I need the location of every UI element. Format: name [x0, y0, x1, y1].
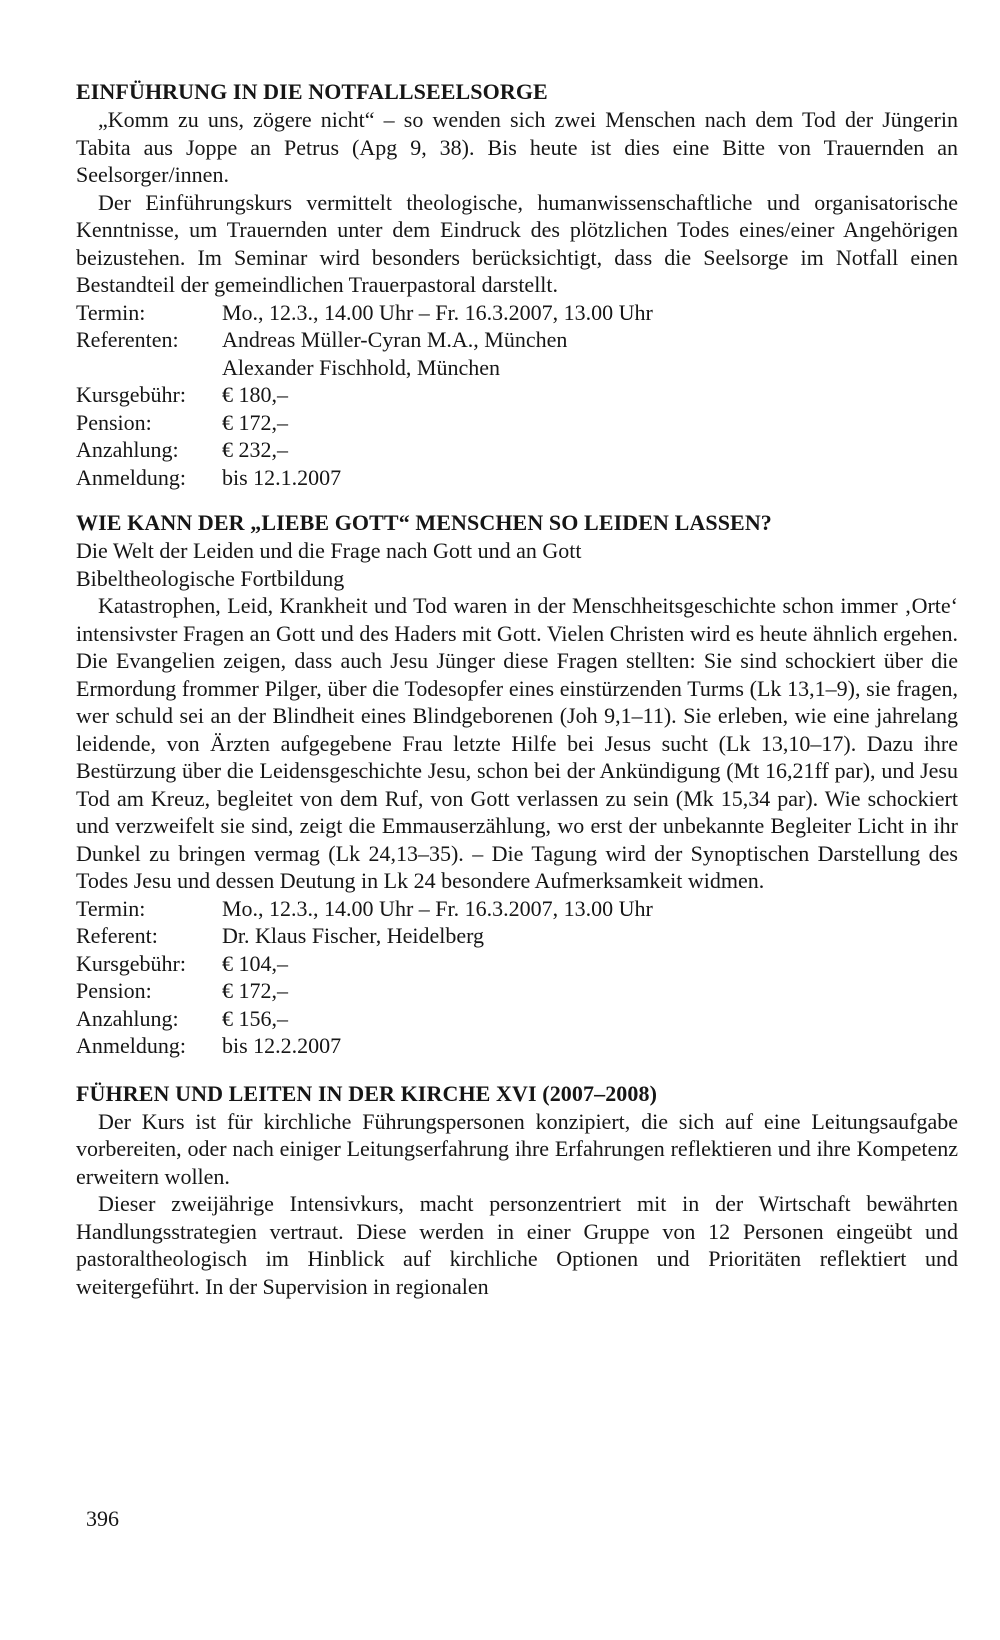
info-value: € 180,–	[222, 382, 288, 407]
info-value: € 172,–	[222, 978, 288, 1003]
info-label: Anzahlung:	[76, 437, 179, 462]
section-leiden	[76, 509, 958, 1060]
info-label: Referenten:	[76, 327, 179, 352]
info-row	[76, 354, 958, 382]
info-label: Anzahlung:	[76, 1005, 179, 1031]
section-fuehren-leiten	[76, 1080, 958, 1301]
info-row	[76, 436, 958, 464]
info-row	[76, 409, 958, 437]
info-row	[76, 895, 958, 923]
course-info	[76, 299, 958, 492]
section-paragraph: Der Kurs ist für kirchliche Führungspersonen konzipiert, die sich auf eine Leitungsaufgabe vorbereiten, oder nach einiger Leitungserfahrung ihre Erfahrungen reflektieren und ihre Kompetenz erweitern wollen.	[76, 1108, 958, 1189]
info-value: bis 12.1.2007	[222, 464, 342, 490]
section-paragraph: Katastrophen, Leid, Krankheit und Tod waren in der Menschheitsgeschichte schon immer ‚Orte‘ intensivster Fragen an Gott und des Haders mit Gott. Vielen Christen wird es heute ähnlich ergehen. Die Evangelien zeigen, dass auch Jesu Jünger diese Fragen stellten: Sie sind schockiert über die Ermordung frommer Pilger, über die Todesopfer eines einstürzenden Turms (Lk 13,1–9), sie fragen, wer schuld sei an der Blindheit eines Blindgeborenen (Joh 9,1–11). Sie erleben, wie eine jahrelang leidende, von Ärzten aufgegebene Frau letzte Hilfe bei Jesus sucht (Lk 13,10–17). Dazu ihre Bestürzung über die Leidensgeschichte Jesu, schon bei der Ankündigung (Mt 16,21ff par), und Jesu Tod am Kreuz, begleitet von dem Ruf, von Gott verlassen zu sein (Mk 15,34 par). Wie schockiert und verzweifelt sie sind, zeigt die Emmauserzählung, wo erst der unbekannte Begleiter Licht in ihr Dunkel zu bringen vermag (Lk 24,13–35). – Die Tagung wird der Synoptischen Darstellung des Todes Jesu und dessen Deutung in Lk 24 besondere Aufmerksamkeit widmen.	[76, 593, 958, 893]
section-subtitle: Bibeltheologische Fortbildung	[76, 565, 345, 591]
page-number: 396	[86, 1506, 119, 1531]
info-row	[76, 922, 958, 950]
info-row	[76, 326, 958, 354]
info-value: Alexander Fischhold, München	[222, 354, 500, 380]
info-label: Referent:	[76, 923, 158, 948]
section-subtitle: Die Welt der Leiden und die Frage nach Gott und an Gott	[76, 538, 582, 563]
course-info	[76, 895, 958, 1060]
info-value: Mo., 12.3., 14.00 Uhr – Fr. 16.3.2007, 13.00 Uhr	[222, 299, 653, 325]
info-row	[76, 1032, 958, 1060]
section-title: EINFÜHRUNG IN DIE NOTFALLSEELSORGE	[76, 79, 548, 104]
info-label: Anmeldung:	[76, 1033, 186, 1058]
info-label: Termin:	[76, 895, 146, 921]
info-value: Andreas Müller-Cyran M.A., München	[222, 327, 568, 352]
section-title: WIE KANN DER „LIEBE GOTT“ MENSCHEN SO LEIDEN LASSEN?	[76, 510, 772, 535]
info-row	[76, 299, 958, 327]
section-paragraph: Dieser zweijährige Intensivkurs, macht personzentriert mit in der Wirtschaft bewährten Handlungsstrategien vertraut. Diese werden in einer Gruppe von 12 Personen eingeübt und pastoraltheologisch im Hinblick auf kirchliche Optionen und Prioritäten reflektiert und weitergeführt. In der Supervision in regionalen	[76, 1191, 958, 1299]
page-content	[76, 78, 958, 1300]
section-spacer	[76, 1060, 958, 1080]
info-row	[76, 950, 958, 978]
info-label: Pension:	[76, 409, 152, 435]
section-notfallseelsorge	[76, 78, 958, 491]
info-value: bis 12.2.2007	[222, 1033, 342, 1058]
info-value: € 232,–	[222, 437, 288, 462]
info-row	[76, 977, 958, 1005]
section-paragraph: Der Einführungskurs vermittelt theologische, humanwissenschaftliche und organisatorische Kenntnisse, um Trauernden unter dem Eindruck des plötzlichen Todes eines/einer Angehörigen beizustehen. Im Seminar wird besonders berücksichtigt, dass die Seelsorge im Notfall einen Bestandteil der gemeindlichen Trauerpastoral darstellt.	[76, 189, 958, 297]
info-label: Kursgebühr:	[76, 950, 186, 976]
info-value: € 104,–	[222, 950, 288, 976]
section-paragraph: „Komm zu uns, zögere nicht“ – so wenden sich zwei Menschen nach dem Tod der Jüngerin Tabita aus Joppe an Petrus (Apg 9, 38). Bis heute ist dies eine Bitte von Trauernden an Seelsorger/innen.	[76, 107, 958, 187]
info-value: Mo., 12.3., 14.00 Uhr – Fr. 16.3.2007, 13.00 Uhr	[222, 895, 653, 921]
info-value: Dr. Klaus Fischer, Heidelberg	[222, 923, 485, 948]
info-label: Termin:	[76, 299, 146, 325]
info-row	[76, 381, 958, 409]
info-label: Kursgebühr:	[76, 382, 186, 407]
section-title: FÜHREN UND LEITEN IN DER KIRCHE XVI (2007–2008)	[76, 1080, 658, 1106]
section-spacer	[76, 491, 958, 509]
info-label: Pension:	[76, 978, 152, 1003]
info-value: € 172,–	[222, 409, 288, 435]
info-value: € 156,–	[222, 1005, 288, 1031]
info-label	[76, 354, 222, 382]
info-label: Anmeldung:	[76, 464, 186, 490]
info-row	[76, 1005, 958, 1033]
info-row	[76, 464, 958, 492]
